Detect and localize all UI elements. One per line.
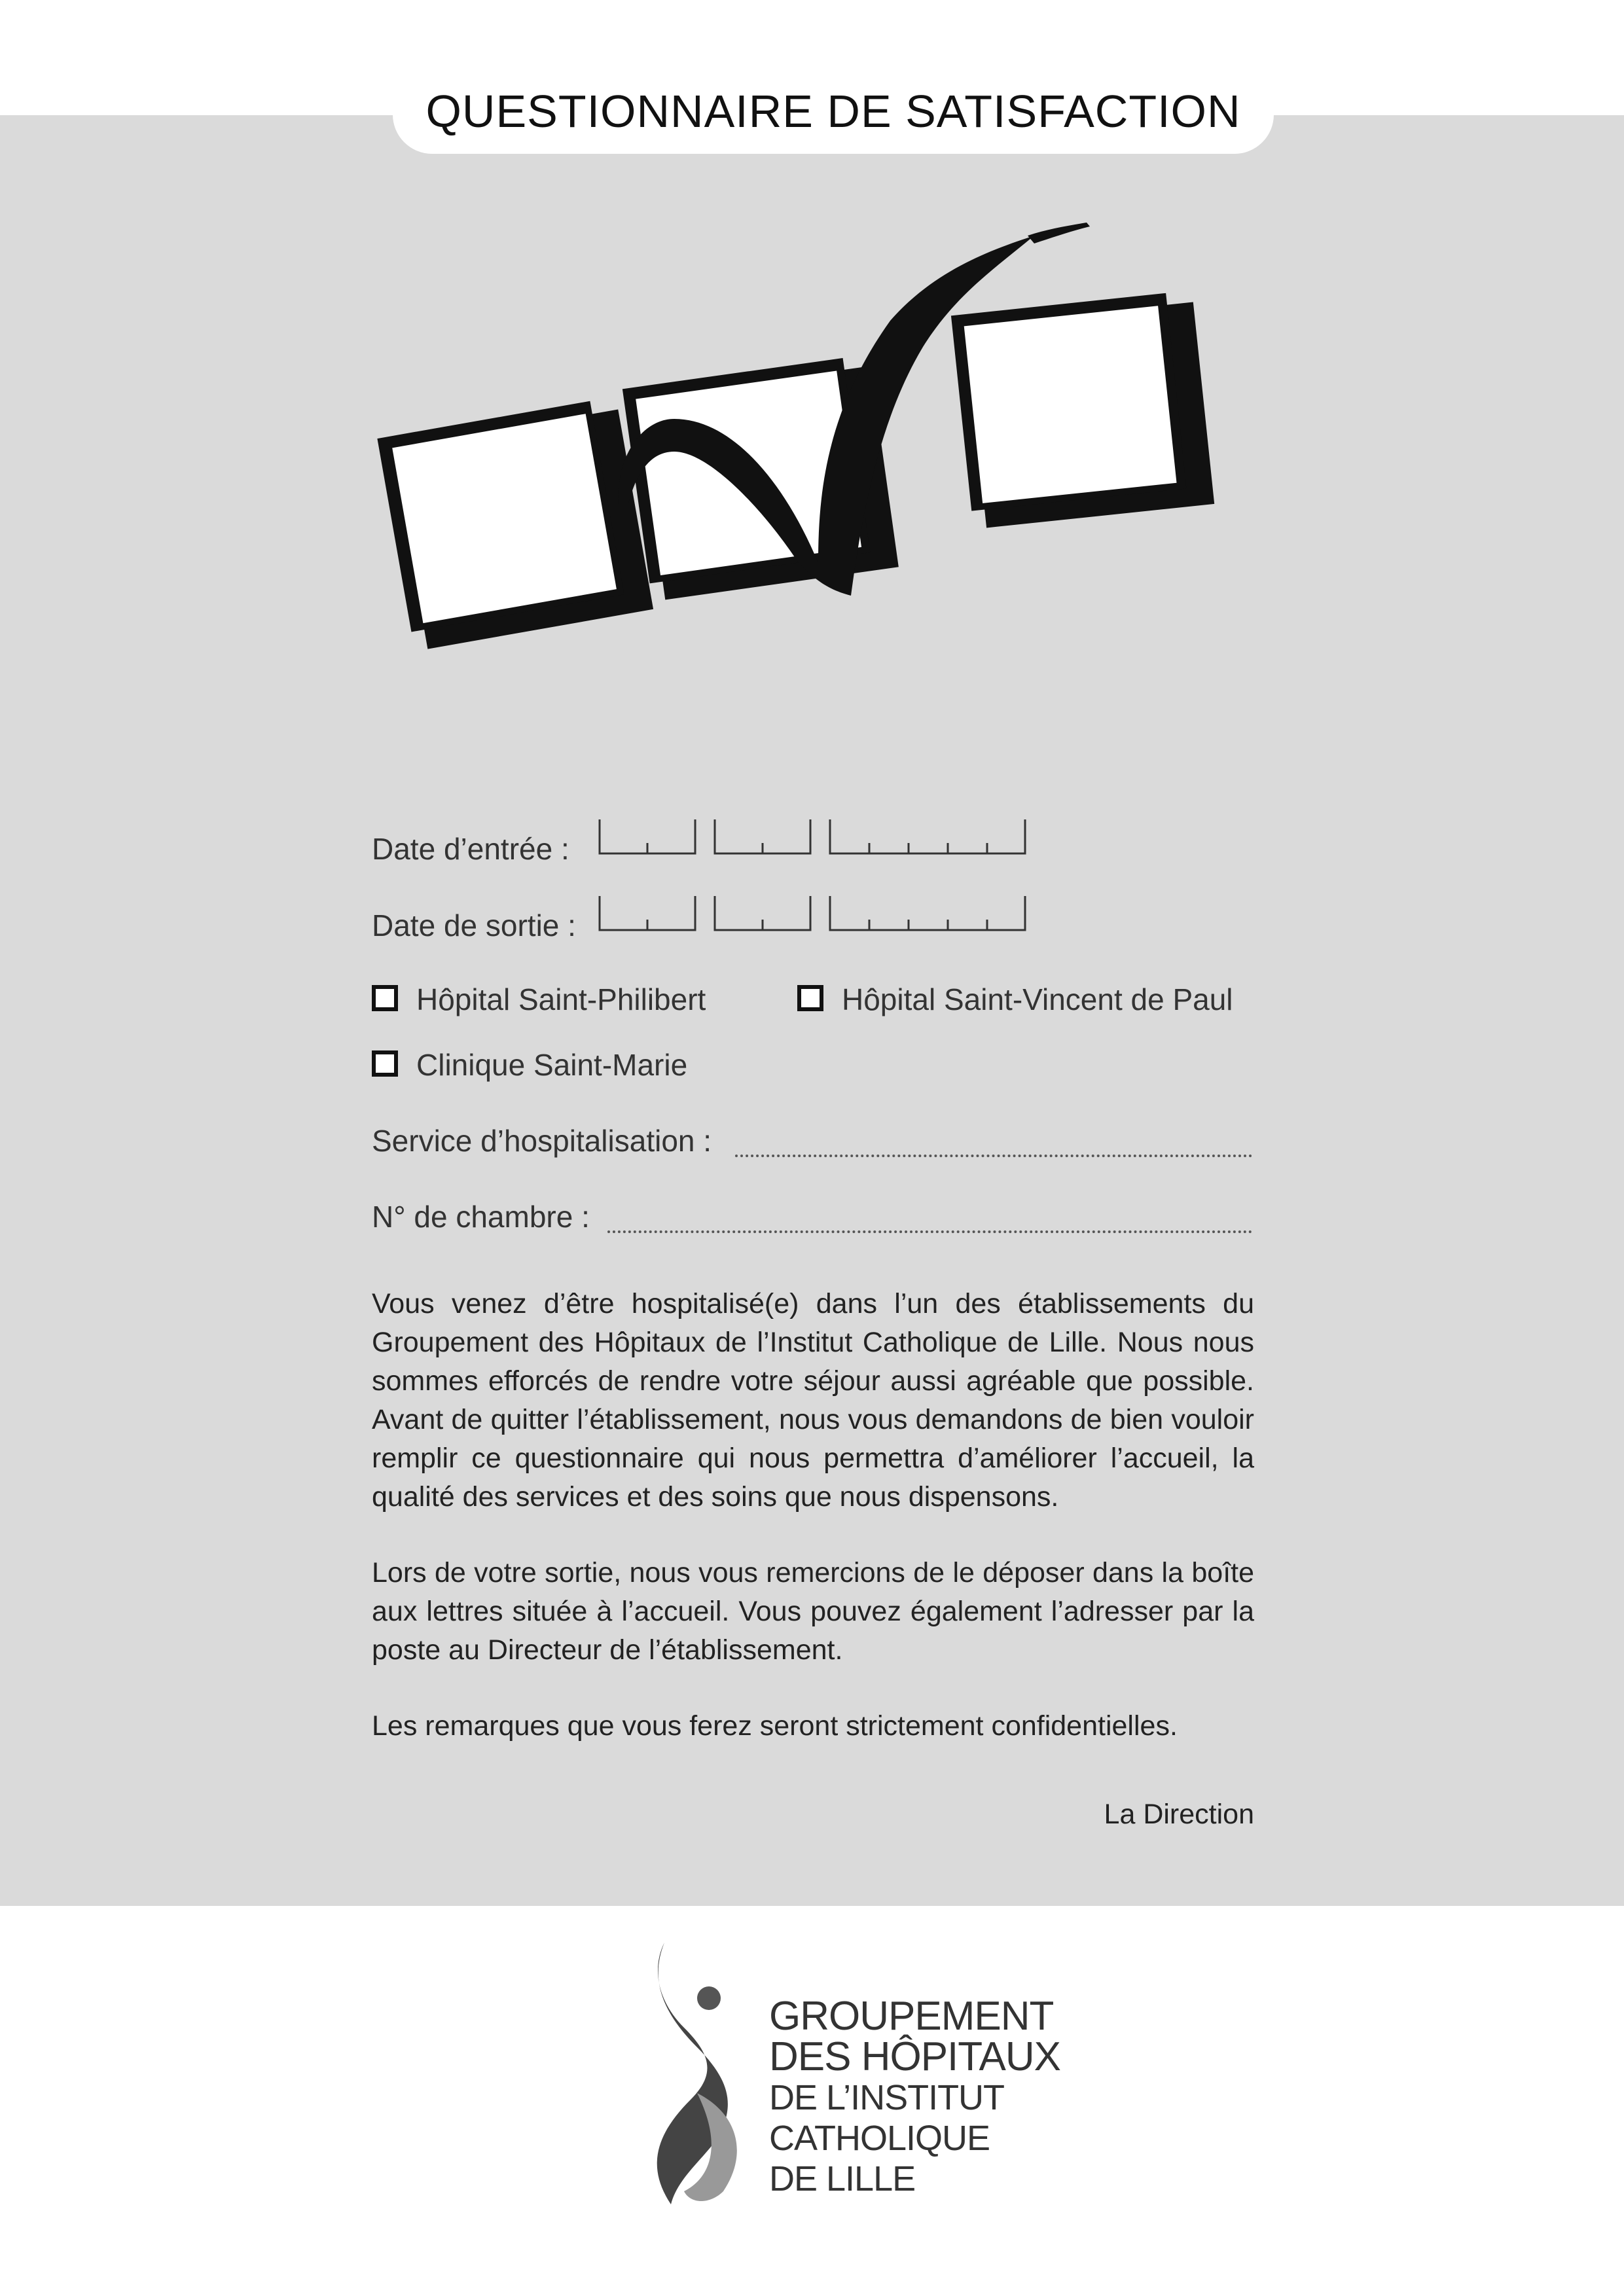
exit-date-label: Date de sortie : [372,908,576,942]
page-title: QUESTIONNAIRE DE SATISFACTION [425,85,1241,137]
service-input-line[interactable] [735,1143,1252,1157]
service-label: Service d’hospitalisation : [372,1124,712,1158]
intro-text [372,1285,1254,1783]
room-input-line[interactable] [607,1219,1252,1233]
option-saint-marie[interactable]: Clinique Saint-Marie [372,1047,687,1083]
signature: La Direction [1104,1799,1254,1830]
logo-wordmark: GROUPEMENT DES HÔPITAUX DE L’INSTITUT CATHOLIQUE DE LILLE [769,1994,1061,2198]
checkbox-icon[interactable] [372,985,398,1011]
intro-paragraph: Vous venez d’être hospitalisé(e) dans l’un des établissements du Groupement des Hôpitaux de l’Institut Catholique de Lille. Nous nous sommes efforcés de rendre votre séjour aussi agréable que possible. Avant de quitter l’établissement, nous vous demandons de bien vouloir remplir ce questionnaire qui nous permettra d’améliorer l’accueil, la qualité des services et des soins que nous dispensons. [372,1288,1254,1513]
checkbox-illustration-icon [367,223,1257,759]
checkbox-icon[interactable] [797,985,823,1011]
option-saint-vincent[interactable]: Hôpital Saint-Vincent de Paul [797,982,1233,1017]
intro-paragraph: Lors de votre sortie, nous vous remercions de le déposer dans la boîte aux lettres située à l’accueil. Vous pouvez également l’adresser par la poste au Directeur de l’établissement. [372,1557,1254,1666]
option-saint-philibert[interactable]: Hôpital Saint-Philibert [372,982,706,1017]
entry-date-field[interactable] [598,819,1030,859]
intro-paragraph: Les remarques que vous ferez seront strictement confidentielles. [372,1710,1178,1742]
ghicl-logo-icon [638,1943,763,2204]
checkbox-icon[interactable] [372,1050,398,1077]
room-label: N° de chambre : [372,1200,590,1234]
title-tab [393,65,1274,154]
entry-date-label: Date d’entrée : [372,832,569,866]
exit-date-field[interactable] [598,896,1030,935]
